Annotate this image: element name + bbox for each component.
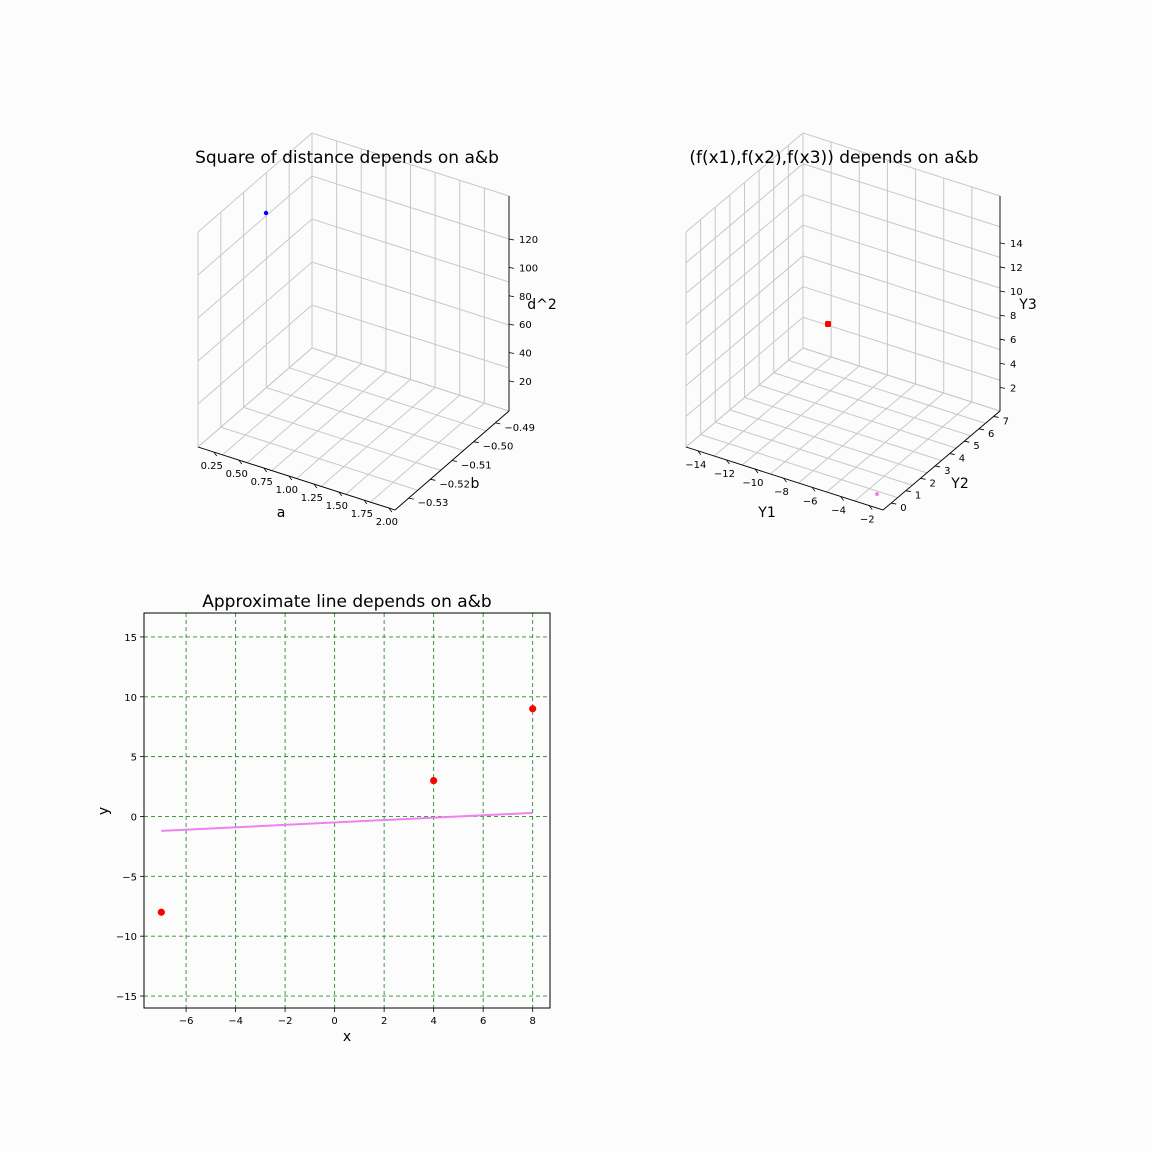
z-tick-label: 60 bbox=[519, 320, 532, 332]
y-tick-label: −0.51 bbox=[461, 460, 492, 472]
grid-line bbox=[247, 149, 361, 463]
z-tick-label: 8 bbox=[1010, 311, 1017, 323]
x-tick-label: −2 bbox=[859, 514, 875, 526]
z-axis-label: d^2 bbox=[527, 297, 557, 313]
grid-line bbox=[686, 348, 1000, 447]
grid-line bbox=[289, 153, 486, 431]
grid-line bbox=[686, 256, 1000, 355]
x-tick-label: −6 bbox=[178, 1016, 194, 1027]
x-axis-label: x bbox=[342, 1029, 352, 1045]
x-tick-label: 8 bbox=[529, 1016, 536, 1027]
y-tick-label: −0.53 bbox=[417, 498, 449, 510]
grid-line bbox=[223, 141, 337, 455]
data-point-target bbox=[825, 321, 831, 327]
z-tick-mark bbox=[1000, 291, 1005, 292]
y-tick-mark bbox=[950, 454, 955, 455]
grid-line bbox=[788, 145, 985, 423]
data-point bbox=[158, 909, 165, 916]
grid-line bbox=[244, 192, 441, 470]
x-tick-label: 0.50 bbox=[225, 469, 248, 481]
x-tick-label: −2 bbox=[277, 1016, 293, 1027]
y-axis-label: b bbox=[470, 476, 480, 492]
z-tick-mark bbox=[1000, 267, 1005, 268]
x-axis-label: a bbox=[276, 505, 286, 521]
y-tick-mark bbox=[979, 429, 984, 430]
y-tick-mark bbox=[906, 491, 911, 492]
grid-line bbox=[686, 225, 1000, 324]
y-tick-label: 15 bbox=[124, 632, 137, 644]
y-tick-mark bbox=[474, 442, 479, 443]
y-tick-label: 2 bbox=[929, 478, 936, 490]
x-tick-label: 0 bbox=[331, 1016, 338, 1027]
grid-line bbox=[686, 287, 1000, 386]
grid-line bbox=[321, 172, 435, 486]
z-tick-mark bbox=[1000, 243, 1005, 244]
y-axis-label: Y2 bbox=[951, 476, 969, 492]
chart-title: Square of distance depends on a&b bbox=[195, 148, 499, 168]
grid-line bbox=[395, 196, 509, 510]
plot-area bbox=[144, 613, 550, 1008]
x-tick-label: −10 bbox=[742, 478, 764, 490]
y-tick-mark bbox=[920, 478, 925, 479]
panel-values-3d bbox=[685, 133, 1036, 526]
y-tick-label: 1 bbox=[914, 490, 922, 502]
y-tick-mark bbox=[935, 466, 940, 467]
z-tick-label: 120 bbox=[519, 235, 539, 246]
grid-line bbox=[346, 180, 460, 494]
z-tick-label: 100 bbox=[519, 263, 539, 275]
x-tick-label: 6 bbox=[479, 1016, 487, 1027]
x-tick-label: 1.25 bbox=[300, 493, 323, 505]
grid-line bbox=[198, 133, 312, 447]
y-tick-label: −0.50 bbox=[482, 441, 514, 453]
x-tick-label: −4 bbox=[228, 1016, 243, 1027]
grid-line bbox=[686, 164, 1000, 263]
z-tick-mark bbox=[509, 353, 514, 354]
y-tick-mark bbox=[409, 498, 414, 499]
data-point bbox=[430, 777, 437, 784]
x-tick-label: 1.50 bbox=[325, 501, 348, 513]
y-tick-label: 0 bbox=[900, 503, 907, 515]
y-tick-label: −15 bbox=[115, 992, 137, 1004]
y-tick-label: −0.49 bbox=[504, 422, 535, 434]
data-point-approx bbox=[875, 492, 879, 496]
y-tick-label: 6 bbox=[987, 428, 995, 440]
z-tick-mark bbox=[509, 381, 514, 382]
x-tick-label: −4 bbox=[831, 505, 847, 517]
chart-title: (f(x1),f(x2),f(x3)) depends on a&b bbox=[689, 148, 979, 168]
z-tick-label: 40 bbox=[519, 348, 532, 360]
chart-title: Approximate line depends on a&b bbox=[202, 592, 492, 612]
y-tick-mark bbox=[452, 461, 457, 462]
y-tick-mark bbox=[430, 479, 435, 480]
y-tick-label: 7 bbox=[1002, 416, 1009, 428]
x-tick-label: −14 bbox=[685, 459, 707, 471]
z-tick-mark bbox=[1000, 363, 1005, 364]
grid-line bbox=[803, 133, 1000, 411]
grid-line bbox=[266, 173, 463, 451]
grid-line bbox=[221, 212, 418, 490]
z-tick-mark bbox=[1000, 387, 1005, 388]
z-tick-label: 10 bbox=[1010, 287, 1023, 299]
y-axis-label: y bbox=[96, 806, 112, 816]
x-tick-label: 1.75 bbox=[350, 509, 374, 521]
y-tick-mark bbox=[891, 503, 896, 504]
data-point bbox=[529, 705, 536, 712]
data-point bbox=[264, 211, 268, 215]
y-tick-label: 10 bbox=[124, 692, 137, 704]
x-tick-label: 4 bbox=[430, 1016, 437, 1027]
y-tick-mark bbox=[495, 423, 500, 424]
y-tick-label: 0 bbox=[130, 812, 137, 824]
z-tick-mark bbox=[509, 239, 514, 240]
y-tick-label: 5 bbox=[130, 752, 137, 764]
y-axis-line bbox=[883, 411, 1000, 510]
z-tick-mark bbox=[1000, 339, 1005, 340]
x-tick-label: 2.00 bbox=[375, 517, 399, 529]
grid-line bbox=[370, 188, 484, 502]
z-axis-label: Y3 bbox=[1019, 297, 1037, 313]
panel-approx-line bbox=[96, 592, 550, 1045]
x-tick-label: 1.00 bbox=[275, 485, 298, 497]
y-tick-label: 4 bbox=[958, 453, 966, 465]
z-tick-label: 14 bbox=[1010, 238, 1023, 250]
y-tick-label: 3 bbox=[944, 465, 951, 477]
y-tick-mark bbox=[994, 416, 999, 417]
z-tick-label: 80 bbox=[519, 291, 532, 303]
z-tick-label: 20 bbox=[519, 376, 532, 388]
z-tick-mark bbox=[509, 267, 514, 268]
x-tick-label: −8 bbox=[774, 487, 789, 499]
y-tick-mark bbox=[964, 441, 969, 442]
z-tick-label: 6 bbox=[1010, 335, 1017, 347]
y-tick-label: −10 bbox=[115, 932, 137, 944]
z-tick-mark bbox=[1000, 315, 1005, 316]
grid-line bbox=[686, 194, 1000, 293]
x-tick-label: −12 bbox=[713, 468, 735, 480]
z-tick-mark bbox=[509, 324, 514, 325]
x-axis-label: Y1 bbox=[758, 505, 776, 521]
x-tick-label: −6 bbox=[802, 496, 818, 508]
x-tick-label: 0.75 bbox=[250, 477, 273, 489]
y-tick-label: −0.52 bbox=[439, 479, 470, 491]
y-tick-label: 5 bbox=[973, 441, 980, 453]
z-tick-label: 4 bbox=[1010, 359, 1017, 371]
z-tick-label: 2 bbox=[1010, 383, 1017, 395]
x-tick-label: 0.25 bbox=[200, 461, 223, 473]
x-tick-label: 2 bbox=[380, 1016, 388, 1027]
z-tick-mark bbox=[509, 296, 514, 297]
y-tick-label: −5 bbox=[122, 872, 137, 884]
panel-distance-3d bbox=[195, 133, 557, 528]
grid-line bbox=[686, 317, 1000, 416]
z-tick-label: 12 bbox=[1010, 262, 1023, 274]
grid-line bbox=[297, 165, 411, 479]
